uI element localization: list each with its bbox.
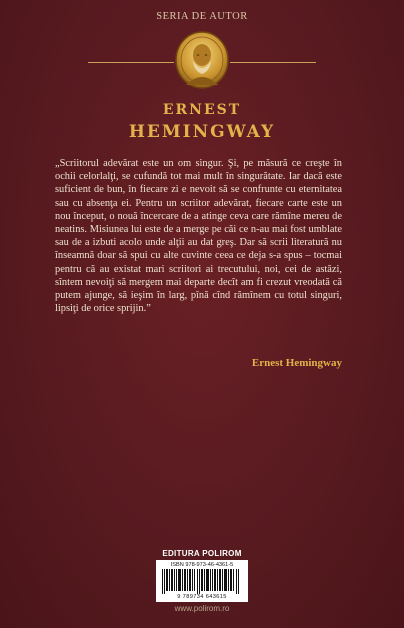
barcode [156,560,248,602]
quote-attribution: Ernest Hemingway [251,357,342,369]
author-last-name: HEMINGWAY [128,122,276,142]
barcode-bars [162,569,242,594]
author-portrait-medallion [174,31,230,89]
decorative-rule-left [88,62,174,63]
barcode-digits: 9 789734 643615 [177,594,227,600]
publisher-website[interactable]: www.polirom.ro [174,604,230,613]
series-label: SERIA DE AUTOR [156,11,248,22]
back-cover-quote: „Scriitorul adevărat este un om singur. Şi, pe măsură ce creşte în ochii celorlalţi, se cufundă tot mai mult în singurătate. Iar dacă este suficient de bun, în fiecare zi e nevoit să se confrunte cu eternitatea sau cu absenţa ei. Pentru un scriitor adevărat, fiecare carte este un nou început, o nouă încercare de a atinge ceva care rămîne mereu de neatins. Misiunea lui este de a merge pe căi ce n-au mai fost umblate sau de a izbuti acolo unde alţii au dat greş. Dar să scrii literatură nu înseamnă doar să spui cu alte cuvinte ceea ce deja s-a spus – tocmai pentru că au existat mari scriitori ai trecutului, noi, cei de astăzi, sîntem nevoiţi să mergem mai departe decît am fi crezut vreodată că putem ajunge, să ieşim în larg, pînă cînd rămînem cu totul singuri, lipsiţi de orice sprijin.” [55,158,342,315]
isbn-text: ISBN 978-973-46-4361-5 [170,562,234,568]
decorative-rule-right [230,62,316,63]
publisher-name: EDITURA POLIROM [162,549,242,558]
author-first-name: ERNEST [162,102,242,118]
